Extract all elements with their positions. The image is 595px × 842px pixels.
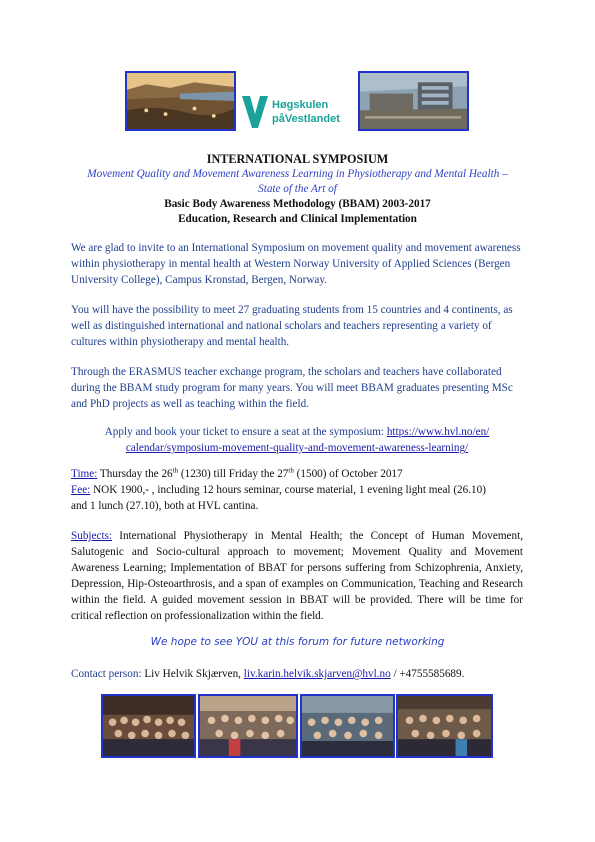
subjects-block [71,528,523,624]
ticket-link[interactable]: https://www.hvl.no/en/ [386,426,490,438]
contact-phone: / +4755585689. [390,668,465,680]
heading-line-1: Basic Body Awareness Methodology (BBAM) 2003-2017 [164,198,431,210]
fee-text-1: NOK 1900,- , including 12 hours seminar, course material, 1 evening light meal (26.10) [90,484,486,496]
fee-label: Fee: [71,484,91,496]
page-title: INTERNATIONAL SYMPOSIUM [206,152,389,166]
ticket-text: Apply and book your ticket to ensure a seat at the symposium: [104,426,387,438]
time-part-2: (1230) till Friday the 27 [178,468,289,480]
contact-label: Contact person: [71,668,142,680]
logo-line-1: Høgskulen [272,99,329,111]
campus-building-photo [358,71,469,131]
subjects-text: International Physiotherapy in Mental Health; the Concept of Human Movement, Salutogenic and Socio-cultural approach to movement; Movement Quality and Movement Awareness Learning; Implementation of BBAT for persons suffering from Schizophrenia, Anxiety, Depression, Hip-Osteoarthrosis, and a span of examples on Communication, Teaching and Research within the field. A guided movement session in BBAT will be provided. There will be time for critical reflection on professionalization within the field. [71,530,523,622]
contact-email-link[interactable]: liv.karin.helvik.skjarven@hvl.no [243,668,391,680]
fee-block [71,482,531,514]
time-part-1: Thursday the 26 [97,468,173,480]
ticket-link-continued[interactable]: calendar/symposium-movement-quality-and-movement-awareness-learning/ [125,442,469,454]
group-photo-1 [101,694,196,758]
subjects-label: Subjects: [71,530,113,542]
ticket-info [71,424,523,456]
time-part-3: (1500) of October 2017 [293,468,403,480]
contact-name: Liv Helvik Skjærven, [141,668,244,680]
time-sup-2: th [288,466,294,475]
fee-text-2: and 1 lunch (27.10), both at HVL cantina. [71,500,259,512]
closing-line: We hope to see YOU at this forum for future networking [150,636,445,648]
time-sup-1: th [172,466,179,475]
time-label: Time: [71,468,98,480]
students-paragraph: You will have the possibility to meet 27 graduating students from 15 countries and 4 continents, as well as distinguished international and national scholars and teachers representing a variety of cultures within physiotherapy and mental health. [71,304,513,348]
heading-line-2: Education, Research and Clinical Implementation [178,213,417,225]
logo-line-2: påVestlandet [272,113,340,125]
group-photo-3 [300,694,395,758]
subtitle-line-2: State of the Art of [258,183,337,195]
hvl-v-mark-icon [242,96,268,128]
group-photo-2 [198,694,298,758]
subtitle-line-1: Movement Quality and Movement Awareness Learning in Physiotherapy and Mental Health – [87,168,508,180]
time-line [71,466,531,482]
contact-line [71,666,531,682]
hvl-logo [242,96,354,132]
intro-paragraph: We are glad to invite to an International Symposium on movement quality and movement awareness within physiotherapy in mental health at Western Norway University of Applied Sciences (Bergen University College), Campus Kronstad, Bergen, Norway. [71,242,521,286]
bergen-city-photo [125,71,236,131]
group-photo-4 [396,694,493,758]
erasmus-paragraph: Through the ERASMUS teacher exchange program, the scholars and teachers have collaborated during the BBAM study program for many years. You will meet BBAM graduates presenting MSc and PhD projects as well as teaching within the field. [71,366,513,410]
